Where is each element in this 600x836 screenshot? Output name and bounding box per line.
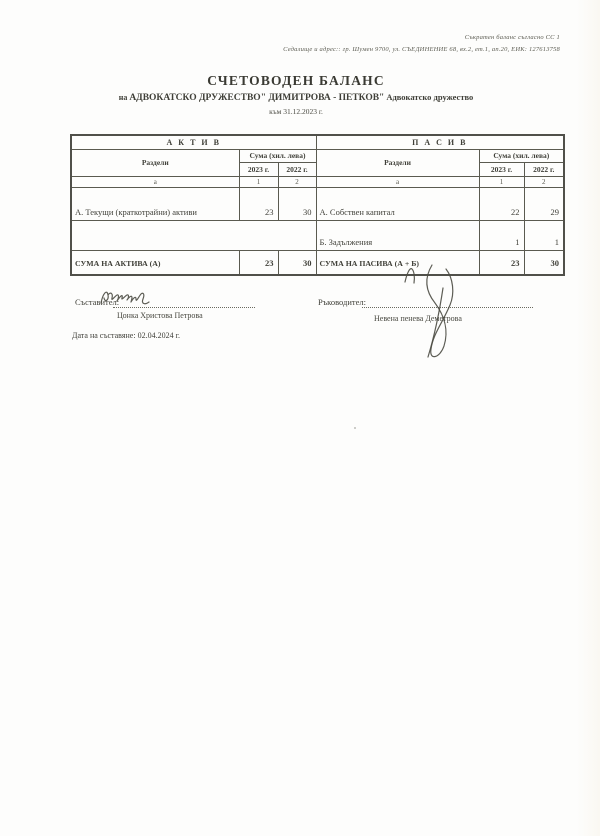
liabilities-year-2022: 2022 г. <box>524 162 564 176</box>
liabilities-sum-header: Сума (хил. лева) <box>479 149 564 162</box>
assets-sub-a: а <box>71 176 239 187</box>
assets-total-2023: 23 <box>239 250 278 275</box>
liabilities-row-2022: 29 <box>524 187 564 220</box>
subtitle-prefix: на <box>118 93 128 102</box>
assets-sub-2: 2 <box>278 176 316 187</box>
address-line: Седалище и адрес:: гр. Шумен 9700, ул. СЪЕДИНЕНИЕ 68, вх.2, ет.1, ап.20, ЕИК: 127613758 <box>283 46 560 53</box>
liabilities-sub-1: 1 <box>479 176 524 187</box>
manager-label: Ръководител: <box>318 297 366 307</box>
assets-total-label: СУМА НА АКТИВА (А) <box>71 250 239 275</box>
liabilities-sub-2: 2 <box>524 176 564 187</box>
form-note: Съкратен баланс съгласно СС 1 <box>464 34 560 41</box>
composer-name: Цонка Христова Петрова <box>117 311 203 320</box>
assets-empty-row <box>71 220 316 250</box>
composer-label: Съставител: <box>75 297 120 307</box>
liabilities-year-2023: 2023 г. <box>479 162 524 176</box>
as-of-date: към 31.12.2023 г. <box>269 107 323 116</box>
liabilities-row-2023: 22 <box>479 187 524 220</box>
table-row <box>71 187 564 220</box>
assets-row-label: А. Текущи (краткотрайни) активи <box>71 187 239 220</box>
assets-rows-header: Раздели <box>71 149 239 176</box>
assets-total-2022: 30 <box>278 250 316 275</box>
liabilities-row-2022: 1 <box>524 220 564 250</box>
assets-year-2023: 2023 г. <box>239 162 278 176</box>
date-of-preparation: Дата на съставяне: 02.04.2024 г. <box>72 331 180 340</box>
assets-sum-header: Сума (хил. лева) <box>239 149 316 162</box>
company-name: АДВОКАТСКО ДРУЖЕСТВО" ДИМИТРОВА - ПЕТКОВ" <box>129 93 385 103</box>
table-row <box>71 220 564 250</box>
composer-signature <box>96 285 158 311</box>
assets-row-2022: 30 <box>278 187 316 220</box>
assets-row-2023: 23 <box>239 187 278 220</box>
liabilities-section-title: П А С И В <box>316 135 564 149</box>
assets-year-2022: 2022 г. <box>278 162 316 176</box>
liabilities-row-label: Б. Задължения <box>316 220 479 250</box>
liabilities-sub-a: а <box>316 176 479 187</box>
assets-sub-1: 1 <box>239 176 278 187</box>
assets-section-title: А К Т И В <box>71 135 316 149</box>
liabilities-total-label: СУМА НА ПАСИВА (А + Б) <box>316 250 479 275</box>
liabilities-total-2023: 23 <box>479 250 524 275</box>
manager-name: Невена пенева Деметрова <box>374 314 462 323</box>
company-type: Адвокатско дружество <box>386 92 474 102</box>
manager-signature <box>398 260 473 365</box>
liabilities-row-2023: 1 <box>479 220 524 250</box>
document-subtitle <box>0 92 596 103</box>
document-title: СЧЕТОВОДЕН БАЛАНС <box>207 73 385 88</box>
liabilities-rows-header: Раздели <box>316 149 479 176</box>
scan-artifact-dot <box>354 427 356 429</box>
liabilities-total-2022: 30 <box>524 250 564 275</box>
balance-table <box>70 134 565 276</box>
table-row <box>71 250 564 275</box>
liabilities-row-label: А. Собствен капитал <box>316 187 479 220</box>
